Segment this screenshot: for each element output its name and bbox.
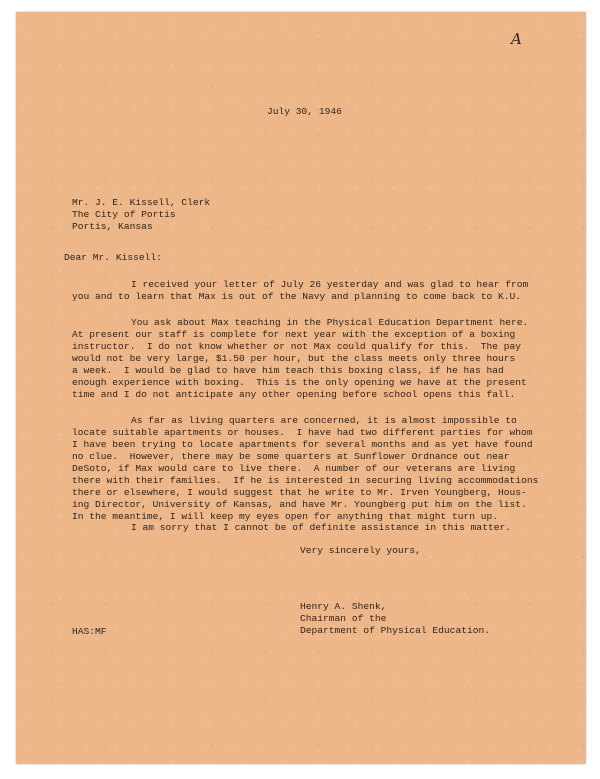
body-line: In the meantime, I will keep my eyes open for anything that might turn up. xyxy=(72,511,499,522)
body-line: there with their families. If he is interested in securing living accommodations xyxy=(72,475,539,486)
body-line: locate suitable apartments or houses. I have had two different parties for whom xyxy=(72,427,533,438)
typist-initials: HAS:MF xyxy=(72,626,107,637)
body-line: you and to learn that Max is out of the Navy and planning to come back to K.U. xyxy=(72,291,522,302)
salutation: Dear Mr. Kissell: xyxy=(64,252,162,263)
body-line: You ask about Max teaching in the Physical Education Department here. xyxy=(131,317,529,328)
body-line: instructor. I do not know whether or not Max could qualify for this. The pay xyxy=(72,341,522,352)
body-line: I am sorry that I cannot be of definite assistance in this matter. xyxy=(131,522,511,533)
body-line: At present our staff is complete for next year with the exception of a boxing xyxy=(72,329,516,340)
closing: Very sincerely yours, xyxy=(300,545,421,556)
body-line: a week. I would be glad to have him teach this boxing class, if he has had xyxy=(72,365,504,376)
body-line: time and I do not anticipate any other opening before school opens this fall. xyxy=(72,389,516,400)
signature-line: Henry A. Shenk, xyxy=(300,601,387,612)
body-line: no clue. However, there may be some quarters at Sunflower Ordnance out near xyxy=(72,451,510,462)
letter-date: July 30, 1946 xyxy=(267,106,342,117)
recipient-line: Mr. J. E. Kissell, Clerk xyxy=(72,197,211,208)
body-line: would not be very large, $1.50 per hour, but the class meets only three hours xyxy=(72,353,516,364)
signature-line: Department of Physical Education. xyxy=(300,625,490,636)
body-line: there or elsewhere, I would suggest that he write to Mr. Irven Youngberg, Hous- xyxy=(72,487,527,498)
body-line: enough experience with boxing. This is the only opening we have at the present xyxy=(72,377,527,388)
body-line: I received your letter of July 26 yesterday and was glad to hear from xyxy=(131,279,529,290)
body-line: DeSoto, if Max would care to live there. A number of our veterans are living xyxy=(72,463,516,474)
recipient-line: The City of Portis xyxy=(72,209,176,220)
corner-mark: A xyxy=(511,30,522,48)
signature-line: Chairman of the xyxy=(300,613,387,624)
body-line: As far as living quarters are concerned, it is almost impossible to xyxy=(131,415,517,426)
body-line: ing Director, University of Kansas, and have Mr. Youngberg put him on the list. xyxy=(72,499,527,510)
body-line: I have been trying to locate apartments for several months and as yet have found xyxy=(72,439,533,450)
recipient-line: Portis, Kansas xyxy=(72,221,153,232)
